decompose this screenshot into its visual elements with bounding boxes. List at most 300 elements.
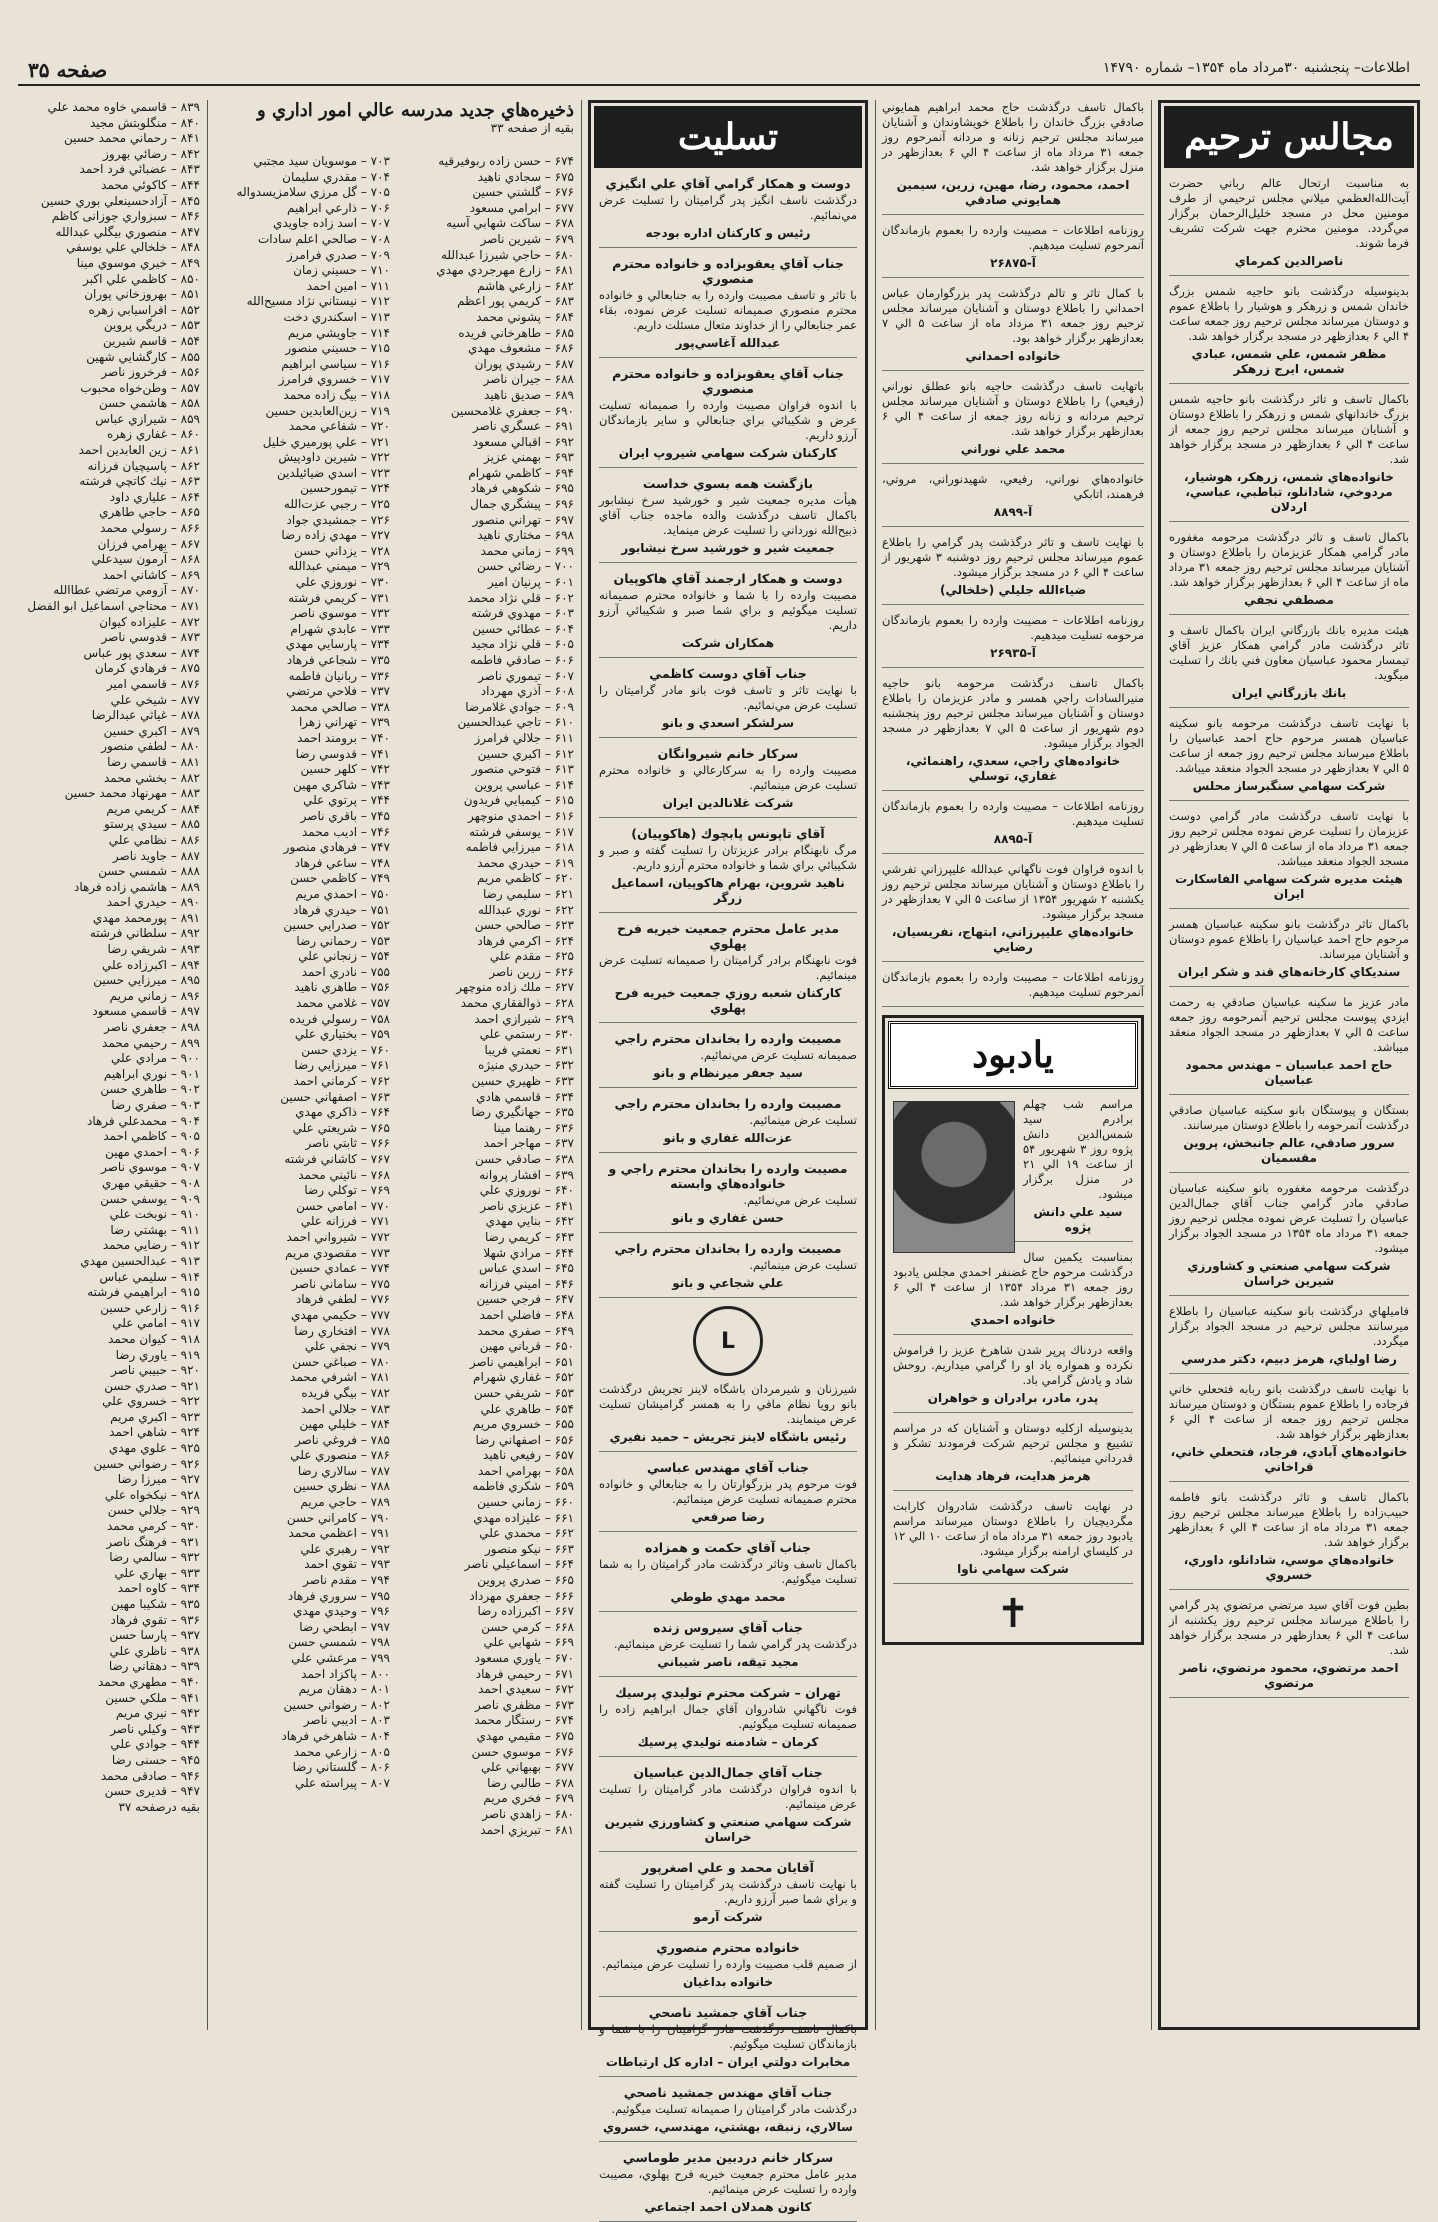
list-item: ۶۷۵ – مقيمي مهدي — [476, 1728, 574, 1743]
list-item: ۶۲۰ – كاظمي مريم — [476, 871, 574, 886]
list-item: ۷۸۳ – جلالي احمد — [300, 1401, 390, 1416]
list-item: ۸۷۱ – محتاجي اسماعيل ابو الفضل — [27, 599, 200, 613]
list-item: ۷۲۷ – مهدي زاده رضا — [281, 528, 390, 543]
notice-signature: محمد علي نوراني — [960, 442, 1066, 456]
list-item: ۶۹۸ – مختاري ناهيد — [477, 528, 574, 543]
list-item: ۷۸۵ – فروغي ناصر — [294, 1432, 390, 1447]
cross-icon: ✝ — [996, 1591, 1030, 1637]
list-item: ۸۶۷ – بهرامي فرزان — [97, 536, 200, 551]
notice — [1169, 176, 1409, 276]
notice-body: فوت نابهنگام برادر گراميتان را صميمانه تسليت عرض مينمائيم. — [599, 953, 857, 982]
notice-body: با نهايت تاسف درگذشت بانو ربابه فتحعلي خاني فرجاده را باطلاع عموم بستگان و دوستان ميرساند مجلس ترحيم روز جمعه از ساعت ۴ الي ۶ بعدازظهر برگزار خواهد شد. — [1169, 1382, 1409, 1441]
notice-body: با نهايت تاثر و تاسف فوت بانو مادر گراميتان را تسليت عرض مي‌نمائيم. — [599, 683, 857, 712]
list-item: ۶۷۱ – رحيمي فرهاد — [475, 1666, 574, 1681]
notice-body: روزنامه اطلاعات – مصيبت وارده را بعموم بازماندگان تسليت ميدهيم. — [882, 799, 1144, 828]
list-item: ۸۷۹ – اكبري حسين — [103, 723, 200, 738]
list-item: ۶۲۵ – مقدم علي — [489, 949, 574, 964]
notice — [882, 286, 1144, 371]
notice-body: از صميم قلب مصيبت وارده را تسليت عرض مينمائيم. — [601, 1957, 857, 1971]
notice-signature: كرمان – شادمنه توليدي پرسيك — [637, 1735, 819, 1749]
notice-signature: مصطفي نجفي — [1244, 593, 1334, 607]
notice-title: سركار خانم دردبين مدير طوماسي — [622, 2150, 834, 2165]
list-item: ۶۹۷ – تهراني منصور — [472, 512, 574, 527]
list-item: ۷۹۵ – سروري فرهاد — [287, 1588, 390, 1603]
list-item: ۹۲۴ – شاهي احمد — [109, 1425, 200, 1440]
list-item: ۸۸۰ – لطفي منصور — [101, 739, 200, 754]
list-item: ۶۵۵ – خسروي مريم — [472, 1417, 574, 1432]
notice-signature: سيد جعفر ميرنظام و بانو — [653, 1066, 803, 1080]
notice-signature: علي شجاعي و بانو — [672, 1276, 784, 1290]
notice — [599, 2005, 857, 2077]
obituary-column — [882, 100, 1144, 2030]
list-item: ۸۴۶ – سبزواري جوزانى كاظم — [51, 209, 200, 224]
notice-body: تسليت عرض مينمائيم. — [749, 1258, 857, 1272]
list-item: ۸۳۹ – قاسمي خاوه محمد علي — [47, 100, 200, 114]
list-item: ۷۴۹ – كاظمي حسن — [290, 871, 390, 886]
notice-body: واقعه دردناك پرپر شدن شاهرخ عزيز را فراموش نكرده و همواره ياد او را گرامي ميداريم. روحش شاد و يادش گرامي باد. — [893, 1343, 1133, 1387]
list-item: ۶۲۸ – ذوالفقاري محمد — [460, 996, 574, 1011]
list-item: ۸۵۸ – هاشمي حسن — [98, 396, 200, 411]
list-item: ۶۲۱ – سليمي رضا — [482, 886, 574, 901]
list-item: ۹۳۶ – تقوي فرهاد — [110, 1612, 200, 1627]
list-item: ۶۲۲ – نوري عبدالله — [478, 902, 574, 917]
notice — [1169, 392, 1409, 522]
notice-body: مادر عزيز ما سكينه عباسيان صادقي به رحمت ايزدي پيوست مجلس ترحيم آنمرحومه روز جمعه ساعت ۵ الي ۷ بعدازظهر در مسجد الجواد منعقد ميباشد. — [1169, 995, 1409, 1054]
list-item: ۸۴۸ – خلخالي علي يوسفي — [66, 240, 200, 255]
list-item: ۸۵۹ – شيرازي عباس — [95, 411, 200, 426]
notice-title: مدير عامل محترم جمعيت خيريه فرح پهلوي — [616, 921, 839, 951]
list-item: ۶۳۰ – رستمي علي — [479, 1027, 574, 1042]
list-item: ۷۹۳ – تقوي احمد — [304, 1557, 390, 1572]
list-item: ۸۸۳ – مهرنهاد محمد حسين — [64, 786, 200, 801]
list-item: ۹۳۴ – كاوه احمد — [117, 1581, 200, 1596]
notice-body: فاميلهاي درگذشت بانو سكينه عباسيان را باطلاع ميرسانند مجلس ترحيم در مسجد الجواد برگزار ميگردد. — [1169, 1304, 1409, 1348]
list-item: ۸۹۸ – جعفري ناصر — [104, 1020, 200, 1035]
notice — [1169, 1181, 1409, 1296]
notice-signature: هرمز هدايت، فرهاد هدايت — [935, 1469, 1091, 1483]
notice-body: باكمال تاسف و تاثر درگذشت بانو حاجيه شمس بزرگ خاندانهاي شمس و زرهكر را باطلاع دوستان و آشنايان ميرساند مجلس ترحيم روز جمعه از ساعت ۴ الي ۶ بعدازظهر در مسجد برگزار خواهد شد. — [1169, 392, 1410, 466]
notice — [599, 1241, 857, 1298]
list-item: ۶۱۲ – اكبري حسين — [477, 746, 574, 761]
list-item: ۹۱۳ – عبدالحسين مهدي — [80, 1253, 200, 1268]
notice-signature: خانواده احمدي — [970, 1313, 1056, 1327]
notice-body: باتهايت تاسف درگذشت حاجيه بانو عطلق نوراني (رفيعي) را باطلاع دوستان و آشنايان ميرساند مجلس ترحيم مردانه و زنانه روز جمعه از ساعت ۴ الي ۶ بعدازظهر برگزار خواهد شد. — [882, 379, 1144, 438]
list-item: ۸۹۷ – قاسمي مسعود — [92, 1004, 200, 1019]
notice-title: دوست و همكار ارجمند آقاي هاكوپيان — [613, 571, 843, 586]
list-item: ۶۵۴ – طاهري علي — [480, 1401, 574, 1416]
list-item: ۷۹۴ – مقدم ناصر — [303, 1573, 390, 1588]
notice — [599, 256, 857, 358]
list-item: ۹۳۷ – پارسا حسن — [109, 1628, 200, 1643]
list-item: ۸۷۰ – آزومي مرتضي عطاالله — [53, 583, 200, 598]
notice-body: مراسم شب چهلم برادرم سيد شمس‌الدين دانش پژوه روز ۳ شهريور ۵۴ از ساعت ۱۹ الي ۲۱ در منزل برگزار ميشود. — [1023, 1097, 1133, 1201]
list-item: ۶۸۵ – طاهرخاني فريده — [458, 325, 574, 340]
notice-title: آقاي تاپونس پابچوك (هاكوپيان) — [631, 826, 825, 841]
notice-title: دوست و همكار گرامي آقاي علي انگيزي — [605, 176, 851, 191]
list-item: ۷۴۴ – پرتوي علي — [303, 793, 390, 808]
list-item: ۷۳۴ – پارسايي مهدي — [285, 637, 390, 652]
list-item: ۷۹۱ – اعظمي محمد — [288, 1526, 390, 1541]
notice-signature: عبدالله آغاسي‌پور — [675, 336, 781, 350]
list-item: ۶۱۶ – احمدي منوچهر — [468, 808, 574, 823]
list-item: ۷۳۰ – نوروزي علي — [295, 575, 390, 590]
list-item: ۹۱۷ – امامي علي — [112, 1316, 200, 1331]
notice-signature: كاركنان شركت سهامي شيروپ ايران — [618, 446, 838, 460]
list-item: ۹۴۷ – قدیری حسن — [104, 1784, 200, 1799]
notice-signature: حسن غفاري و بانو — [672, 1211, 784, 1225]
notice-signature: آ-۲۶۸۷۵ — [990, 256, 1036, 270]
list-item: ۷۶۰ – يزدي حسن — [301, 1042, 390, 1057]
notice — [599, 1620, 857, 1677]
list-item: ۶۱۳ – فتوحي منصور — [471, 762, 574, 777]
yadbud-banner: يادبود — [888, 1021, 1138, 1089]
notice-signature: خانواده‌هاي عليپرزاني، ابتهاج، نفريسيان، رضايي — [891, 925, 1135, 954]
list-item: ۷۷۵ – ساماني ناصر — [292, 1276, 390, 1291]
list-item: ۷۷۲ – شيرواني احمد — [286, 1229, 390, 1244]
list-item: ۶۴۸ – فاضلي احمد — [479, 1307, 574, 1322]
list-item: ۸۰۶ – گلستاني رضا — [292, 1760, 390, 1775]
notice-signature: شركت سهامي سنگبرساز محلس — [1192, 779, 1386, 793]
list-item: ۷۴۲ – كلهر حسين — [300, 762, 390, 777]
notice-body: هيئت مديره بانك بازرگاني ايران باكمال تاسف و تاثر درگذشت مادر گرامي همكار عزيز آقاي تيمسار محمود عباسيان معاون فني بانك را تسليت ميگويد. — [1169, 623, 1409, 682]
notice-title: مصيبت وارده را بخاندان محترم راجي — [614, 1241, 842, 1256]
notice-body: باكمال تاسف درگذشت حاج محمد ابراهيم همايوني صادقي بزرگ خاندان را باطلاع خويشاوندان و آشنايان ميرساند مجلس ترحيم زنانه و مردانه آنمرحوم روز جمعه ۳۱ مرداد ماه از ساعت ۴ الي ۶ بعدازظهر در منزل برگزار خواهد شد. — [882, 100, 1144, 174]
list-item: ۷۰۵ – گل مرزي سلامزيسدواله — [236, 185, 390, 200]
list-item: ۷۴۳ – شاكري مهين — [293, 777, 390, 792]
list-item: ۷۷۳ – مقصودي مريم — [284, 1245, 390, 1260]
list-item: ۷۶۷ – كاشاني فرشته — [284, 1152, 390, 1166]
list-item: ۹۲۱ – صدري حسن — [104, 1378, 200, 1393]
list-item: ۸۷۲ – عليزاده كيوان — [99, 614, 200, 629]
list-item: ۷۶۸ – نائيني محمد — [298, 1167, 390, 1182]
publication-info: اطلاعات– پنجشنبه ۳۰مرداد ماه ۱۳۵۴– شماره ۱۴۷۹۰ — [1102, 60, 1410, 76]
list-item: ۷۸۲ – بيگي فريده — [301, 1385, 390, 1400]
notice-title: جناب آقاي حكمت و همزاده — [645, 1540, 811, 1555]
list-item: ۸۶۳ – نيك كاتچي فرشته — [79, 474, 200, 489]
notice — [893, 1499, 1133, 1584]
list-item: ۷۹۸ – شمسي حسن — [288, 1635, 390, 1650]
list-item: ۶۸۰ – حاجي شيرزا عبدالله — [441, 247, 574, 262]
notice-body: با نهايت تاسف درگذشت مرحومه بانو سكينه عباسيان همسر مرحوم حاج احمد عباسيان را باطلاع ميرساند مجلس ترحيم روز جمعه از ساعت ۵ الي ۷ بعدازظهر در مسجد الجواد منعقد ميباشد. — [1169, 716, 1409, 775]
list-item: ۶۳۵ – جهانگيري رضا — [471, 1105, 574, 1120]
list-item: ۸۶۶ – رسولي محمد — [100, 521, 200, 536]
list-item: ۸۸۹ – هاشمي زاده فرهاد — [73, 879, 200, 894]
notice-body: تسليت عرض مي‌نمائيم. — [743, 1193, 857, 1207]
list-item: ۶۴۷ – فرجي حسين — [476, 1292, 574, 1307]
list-item: ۷۰۴ – مقدري سليمان — [282, 169, 390, 184]
column-rule — [581, 100, 582, 2030]
notice — [882, 799, 1144, 854]
list-item: ۹۱۸ – كيوان محمد — [108, 1331, 200, 1346]
notice-signature: شركت سهامي صنعتي و كشاورزي شيرين خراسان — [604, 1815, 852, 1844]
list-item: ۷۲۵ – رجبي عزت‌الله — [283, 497, 390, 512]
notice-body: باكمال تاثر درگذشت بانو سكينه عباسيان همسر مرحوم حاج احمد عباسيان را باطلاع عموم دوستان و آشنايان ميرساند. — [1169, 917, 1409, 961]
notice-body: صميمانه تسليت عرض مي‌نمائيم. — [700, 1048, 857, 1062]
list-item: ۶۷۸ – طالبي رضا — [487, 1775, 574, 1790]
notice-signature: احمد مرتضوي، محمود مرتضوي، ناصر مرتضوي — [1179, 1661, 1399, 1690]
list-item: ۶۳۲ – حيدري منيژه — [478, 1058, 574, 1073]
notice-body: با كمال تاثر و تالم درگذشت پدر بزرگوارمان عباس احمداني را باطلاع دوستان و آشنايان ميرساند مجلس ترحيم روز جمعه ۳۱ مرداد ماه از ساعت ۵ الي ۷ بعدازظهر برگزار خواهد بود. — [882, 286, 1144, 345]
list-item: ۹۳۱ – فرهنگ ناصر — [106, 1534, 200, 1549]
taslit-banner: تسليت — [594, 106, 862, 168]
list-item: ۹۱۵ – ابراهيمي فرشته — [87, 1285, 200, 1300]
notice-body: مرگ نابهنگام برادر عزيزتان را تسليت گفته و صبر و شكيبائي براي شما و خانواده محترم آرزو داريم. — [599, 843, 857, 872]
notice-signature: سرور صادقي، عالم جانبخش، پروين مقسميان — [1183, 1136, 1395, 1165]
list-item: ۷۰۸ – صالحي اعلم سادات — [258, 231, 390, 246]
notice-title: مصيبت وارده را بخاندان محترم راجي و خانواده‌هاي وابسته — [608, 1161, 848, 1191]
notice-body: مدير عامل محترم جمعيت خيريه فرح پهلوي، مصيبت وارده را تسليت عرض مينمائيم. — [599, 2167, 857, 2196]
list-item: ۶۹۵ – شكوهي فرهاد — [470, 481, 574, 496]
list-item: ۶۵۲ – غفاري شهرام — [473, 1370, 574, 1385]
notice-body: مصيبت وارده را با شما و خانواده محترم صميمانه تسليت ميگوئيم و براي شما صبر و شكيبائي آرزو داريم. — [599, 588, 857, 632]
list-item: ۶۷۸ – ساكت شهابي آسيه — [446, 216, 574, 231]
list-item: ۶۴۵ – اسدي عباس — [479, 1261, 574, 1276]
notice — [599, 1382, 857, 1452]
list-item: ۷۹۶ – وحيدي مهدي — [293, 1604, 390, 1619]
notice — [882, 613, 1144, 668]
list-item: ۸۸۵ – سيدي پرستو — [104, 817, 200, 832]
list-item: ۹۴۲ – نيري مريم — [115, 1706, 200, 1721]
list-item: ۶۹۳ – بهمني عزيز — [484, 450, 574, 465]
list-item: ۶۵۷ – رفيعي ناهيد — [483, 1448, 574, 1463]
list-item: ۷۱۶ – سياسي ابراهيم — [281, 356, 390, 371]
list-item: ۸۸۴ – كريمي مريم — [106, 801, 200, 816]
list-item: ۷۶۵ – شريعتي علي — [292, 1120, 390, 1135]
notice — [599, 1685, 857, 1757]
notice-signature: بانك بازرگاني ايران — [1231, 686, 1347, 700]
notice — [882, 862, 1144, 962]
list-item: ۶۹۴ – كاظمي شهرام — [468, 465, 574, 480]
page-header — [18, 58, 1420, 86]
list-item: ۹۱۶ – زارعي حسين — [100, 1300, 200, 1315]
notice — [599, 1031, 857, 1088]
list-item: ۶۱۸ – ميرزايي فاطمه — [465, 840, 574, 855]
list-item: ۶۱۷ – يوسفي فرشته — [469, 824, 574, 839]
list-item: ۸۹۴ – اكبرزاده علي — [102, 957, 200, 972]
list-item: ۶۴۲ – بنايي مهدي — [485, 1214, 574, 1229]
page-number: صفحه ۳۵ — [28, 58, 108, 82]
list-item: ۸۵۰ – كاظمي علي اكبر — [83, 271, 200, 286]
notice — [1169, 1103, 1409, 1173]
list-item: ۹۲۲ – خسروي علي — [102, 1394, 200, 1409]
list-item: ۷۷۱ – فرزانه علي — [300, 1214, 390, 1229]
list-item: ۷۴۵ – باقري ناصر — [300, 808, 390, 823]
notice — [1169, 623, 1409, 708]
list-item: ۷۵۰ – احمدي مريم — [295, 886, 390, 901]
notice-body: با نهايت تاسف و تاثر درگذشت پدر گرامي را باطلاع عموم ميرساند مجلس ترحيم روز دوشنبه ۳ شهريور از ساعت ۴ الي ۶ در مسجد برگزار ميشود. — [882, 535, 1144, 579]
list-item: ۹۲۸ – نيكخواه علي — [104, 1487, 200, 1502]
taslit-notices — [599, 176, 857, 2222]
list-item: ۷۴۶ – اديب محمد — [302, 824, 390, 839]
notice-title: جناب آقاي يعقوبزاده و خانواده محترم منصوري — [612, 366, 844, 396]
list-item: ۹۰۲ – طاهري حسن — [100, 1082, 200, 1097]
notice-body: با اندوه فراوان درگذشت مادر گراميتان را تسليت عرض مينمائيم. — [599, 1782, 857, 1811]
list-item: ۶۱۰ – تاجي عبدالحسين — [457, 715, 574, 730]
list-item: ۶۶۶ – جعفري مهرداد — [469, 1588, 574, 1603]
notice-signature: خانواده احمداني — [965, 349, 1061, 363]
list-item: ۸۰۵ – زارعي محمد — [293, 1744, 390, 1759]
list-item: ۷۳۷ – فلاحي مرتضي — [286, 684, 390, 699]
list-item: ۷۲۱ – علي پورميري خليل — [262, 434, 390, 449]
list-item: ۷۳۵ – شجاعي فرهاد — [286, 653, 390, 667]
list-item: ۷۶۶ – ثابتي ناصر — [305, 1136, 390, 1151]
list-item: ۸۶۱ – زين العابدين احمد — [78, 443, 200, 458]
list-item: ۸۹۶ – زماني مريم — [109, 988, 200, 1003]
list-item: ۶۸۲ – زارعي هاشم — [477, 278, 574, 293]
notice-signature: مظفر شمس، علي شمس، عبادي شمس، ايرج زرهكر — [1191, 347, 1387, 376]
list-item: ۶۳۹ – افشار پروانه — [479, 1167, 574, 1182]
list-item: ۹۱۴ – سليمي عباس — [99, 1269, 200, 1284]
list-item: ۶۶۴ – اسماعيلي ناصر — [464, 1557, 574, 1572]
list-item: ۸۸۲ – بخشي محمد — [104, 770, 200, 785]
notice-signature: ناهيد شروين، بهرام هاكوپيان، اسماعيل زرگر — [611, 876, 845, 905]
list-item: ۹۳۸ – ناظري علي — [109, 1643, 200, 1658]
notice-body: بدينوسيله ازكليه دوستان و آشنايان كه در مراسم تشييع و مجلس ترحيم شركت فرمودند تشكر و قدرداني مينمائيم. — [893, 1421, 1133, 1465]
notice — [882, 223, 1144, 278]
list-item: ۶۷۶ – موسوي حسن — [471, 1744, 574, 1759]
list-item: ۹۴۰ – مطهري محمد — [97, 1674, 200, 1689]
list-item: ۹۰۱ – نوري ابراهيم — [103, 1066, 200, 1081]
notice-signature: رئيس باشگاه لاينز تجريش – حميد نفيري — [609, 1430, 847, 1444]
notice-body: فوت ناگهاني شادروان آقاي جمال ابراهيم زاده را صميمانه تسليت ميگوئيم. — [599, 1702, 857, 1731]
list-item: ۷۸۴ – خليلي مهين — [299, 1417, 390, 1432]
list-item: ۹۳۲ – سالمي رضا — [109, 1550, 200, 1565]
list-item: ۶۹۶ – پيشگري جمال — [470, 497, 574, 512]
notice-signature: شركت سهامي صنعتي و كشاورزي شيرين خراسان — [1187, 1259, 1391, 1288]
list-item: ۶۵۰ – قرباني مهين — [479, 1339, 574, 1354]
notice-title: سركار خانم شيروانگان — [657, 746, 799, 761]
list-item: ۸۶۰ – غفاري زهره — [106, 427, 200, 442]
list-item: ۶۰۷ – تيموري ناصر — [478, 668, 574, 683]
list-item: ۶۷۷ – ابرامي مسعود — [469, 200, 574, 215]
notice — [599, 2085, 857, 2142]
list-item: ۷۸۱ – اشرفي محمد — [290, 1370, 390, 1385]
notice-signature: خانواده‌هاي راجي، سعدي، راهنمائي، غفاري، توسلي — [905, 754, 1121, 783]
list-item: ۹۰۸ – حقيقي مهري — [102, 1175, 200, 1190]
list-item: ۶۲۴ – اكرمي فرهاد — [477, 933, 574, 948]
notice — [882, 970, 1144, 1007]
list-item: ۹۴۳ – وكيلي ناصر — [110, 1721, 200, 1736]
notice-body: باكمال تاسف درگذشت مادر گراميتان را با شما و بازماندگان تسليت ميگوئيم. — [599, 2022, 857, 2051]
notice-signature: شركت آرمو — [693, 1910, 763, 1924]
list-item: ۹۱۲ – رضايي محمد — [102, 1238, 200, 1253]
notice — [599, 1161, 857, 1233]
majalis-notices — [1169, 176, 1409, 1698]
list-item: ۸۰۲ – رضواني حسين — [283, 1697, 390, 1712]
notice-title: تهران – شركت محترم توليدي پرسيك — [615, 1685, 841, 1700]
list-item: ۶۳۷ – مهاجر احمد — [483, 1136, 574, 1151]
list-item: ۶۰۳ – مهدوي فرشته — [471, 606, 574, 621]
notice-body: تسليت عرض مينمائيم. — [749, 1113, 857, 1127]
list-item: ۸۴۴ – كاكوئي محمد — [101, 177, 200, 192]
list-item: ۶۷۴ – رستگار محمد — [474, 1713, 574, 1728]
notice — [599, 921, 857, 1023]
notice-signature: همكاران شركت — [681, 636, 775, 650]
list-item: ۶۳۴ – قاسمي هادي — [476, 1089, 574, 1104]
notice-title: جناب آقاي جمال‌الدين عباسيان — [633, 1765, 823, 1780]
list-item: ۶۶۲ – محمدي علي — [479, 1526, 574, 1541]
list-item: ۶۶۸ – كرمي حسن — [481, 1619, 574, 1634]
notice-body: با اندوه فراوان فوت ناگهاني عبدالله عليپرزاني تفرشي را باطلاع دوستان و آشنايان ميرساند مجلس ترحيم روز يكشنبه ۲ شهريور ۱۳۵۴ از ساعت ۵ الي ۷ بعدازظهر در مسجد برگزار ميشود. — [882, 862, 1144, 921]
notice — [599, 1540, 857, 1612]
notice — [599, 1940, 857, 1997]
list-item: ۸۷۴ – سعدي پور عباس — [83, 645, 200, 660]
notice-title: مصيبت وارده را بخاندان محترم راجي — [614, 1096, 842, 1111]
notice-title: جناب آقاي دوست كاظمي — [649, 666, 807, 681]
notice-signature: شركت غلانالدين ايران — [662, 796, 794, 810]
list-item: ۸۷۵ – فرهادي كرمان — [94, 661, 200, 676]
list-item: ۶۷۵ – سجادي ناهيد — [477, 169, 574, 184]
list-item: ۶۴۱ – عزيزي ناصر — [480, 1198, 574, 1213]
notice-signature: محمد مهدي طوطي — [670, 1590, 786, 1604]
notice — [599, 176, 857, 248]
notice-signature: خانواده‌هاي آبادي، فرجاد، فتحعلي خاني، قراخاني — [1170, 1445, 1408, 1474]
notice-body: درگذشت مرحومه مغفوره بانو سكينه عباسيان صادقي مادر گرامي جناب آقاي جمال‌الدين عباسيان را تسليت عرض نموده مجلس ترحيم روز جمعه ۳۱ مرداد ماه ۱۳۵۴ در مسجد الجواد برگزار ميشود. — [1169, 1181, 1409, 1255]
list-item: ۷۲۴ – تيمورحسين — [300, 481, 390, 496]
list-item: ۷۱۴ – جاويشي مريم — [287, 325, 390, 340]
notice — [882, 472, 1144, 527]
list-item: ۷۸۷ – سالاري رضا — [297, 1463, 390, 1478]
list-item: ۶۲۷ – ملك زاده منوچهر — [456, 980, 574, 995]
notice-signature: آ-۸۸۹۹ — [993, 505, 1033, 519]
list-item: ۹۲۵ – علوي مهدي — [108, 1441, 200, 1456]
list-item: ۸۰۱ – دهقان مريم — [298, 1682, 390, 1697]
list-item: ۶۵۶ – اصفهاني رضا — [475, 1432, 574, 1447]
list-item: ۷۸۸ – نظري حسين — [293, 1479, 390, 1494]
notice-body: بطين فوت آقاي سيد مرتضي مرتضوي پدر گرامي را باطلاع ميرساند مجلس ترحيم روز يكشنبه از ساعت ۴ الي ۶ بعدازظهر در مسجد برگزار خواهد شد. — [1169, 1598, 1410, 1657]
list-item: ۷۵۷ – غلامي محمد — [295, 996, 390, 1011]
list-item: ۸۵۵ – كارگشايي شهين — [86, 349, 200, 364]
notice-body: با نهايت تاسف درگذشت مادر گرامي دوست عزيزمان را تسليت عرض نموده مجلس ترحيم روز جمعه ۳۱ مرداد ماه از ساعت ۵ الي ۷ بعدازظهر در مسجد الجواد منعقد ميباشد. — [1169, 809, 1409, 868]
notice-body: با اندوه فراوان مصيبت وارده را صميمانه تسليت عرض و شكيبائي براي جنابعالي و ساير بازماندگان آرزو داريم. — [599, 398, 857, 442]
list-item: ۶۸۸ – جيران ناصر — [483, 372, 574, 387]
list-item: ۷۳۹ – تهراني زهرا — [298, 715, 390, 730]
notice-signature: رضا صرفعي — [691, 1510, 765, 1524]
notice-signature: ناصرالدين كمرماي — [1234, 254, 1344, 268]
notice-body: باكمال تاسف و تاثر درگذشت بانو فاطمه حبيب‌زاده را باطلاع ميرساند مجلس ترحيم روز جمعه ۳۱ مرداد ماه از ساعت ۴ الي ۶ بعدازظهر برگزار خواهد شد. — [1169, 1490, 1409, 1549]
list-item: ۹۰۷ – موسوي ناصر — [101, 1160, 200, 1175]
list-item: ۸۰۳ – اديبي ناصر — [303, 1713, 390, 1728]
list-item: ۷۴۰ – برومند احمد — [297, 730, 390, 745]
notice-signature: پدر، مادر، برادران و خواهران — [927, 1391, 1099, 1405]
notice-signature: سيد علي دانش پژوه — [1033, 1205, 1123, 1234]
list-item: ۶۷۳ – مظفري ناصر — [475, 1697, 574, 1712]
notice-signature: آ-۲۶۹۳۵ — [990, 646, 1036, 660]
notice — [882, 100, 1144, 215]
notice — [882, 535, 1144, 605]
list-item: ۷۲۰ – شفاعي محمد — [288, 419, 390, 434]
notice-signature: خانواده‌هاي موسي، شادانلو، داوري، خسروي — [1183, 1553, 1395, 1582]
list-item: ۸۹۵ – ميرزايي حسين — [93, 973, 200, 988]
notice-title: مصيبت وارده را بخاندان محترم راجي — [614, 1031, 842, 1046]
list-item: ۸۷۶ – قاسمي امير — [106, 676, 200, 691]
list-item: ۷۱۷ – خسروي فرامرز — [278, 372, 390, 387]
notice — [599, 476, 857, 563]
list-item: ۶۴۹ – صفري محمد — [477, 1323, 574, 1338]
list-item: ۶۶۳ – نيكو منصور — [484, 1541, 574, 1556]
list-item: ۸۷۷ – شيخي علي — [110, 692, 200, 707]
newspaper-page — [18, 58, 1420, 2214]
list-item: ۶۴۴ – مرادي شهلا — [483, 1245, 574, 1260]
list-item: ۶۷۴ – حسن زاده ربوفيرقيه — [438, 154, 574, 168]
notice-body: مصيبت وارده را به سركارعالي و خانواده محترم تسليت عرض مينمائيم. — [599, 763, 857, 792]
list-item: ۶۱۵ – كيميايي فريدون — [463, 793, 574, 808]
list-item: ۹۳۵ – شكيبا مهين — [110, 1597, 200, 1611]
list-item: ۹۲۷ – ميرزا رضا — [117, 1472, 200, 1487]
notice-signature: رضا اولياي، هرمز دبيم، دكتر مدرسي — [1181, 1352, 1397, 1366]
list-item: ۹۰۳ – صفري رضا — [111, 1098, 200, 1112]
list-item: ۹۳۰ – كرمي محمد — [107, 1519, 200, 1534]
